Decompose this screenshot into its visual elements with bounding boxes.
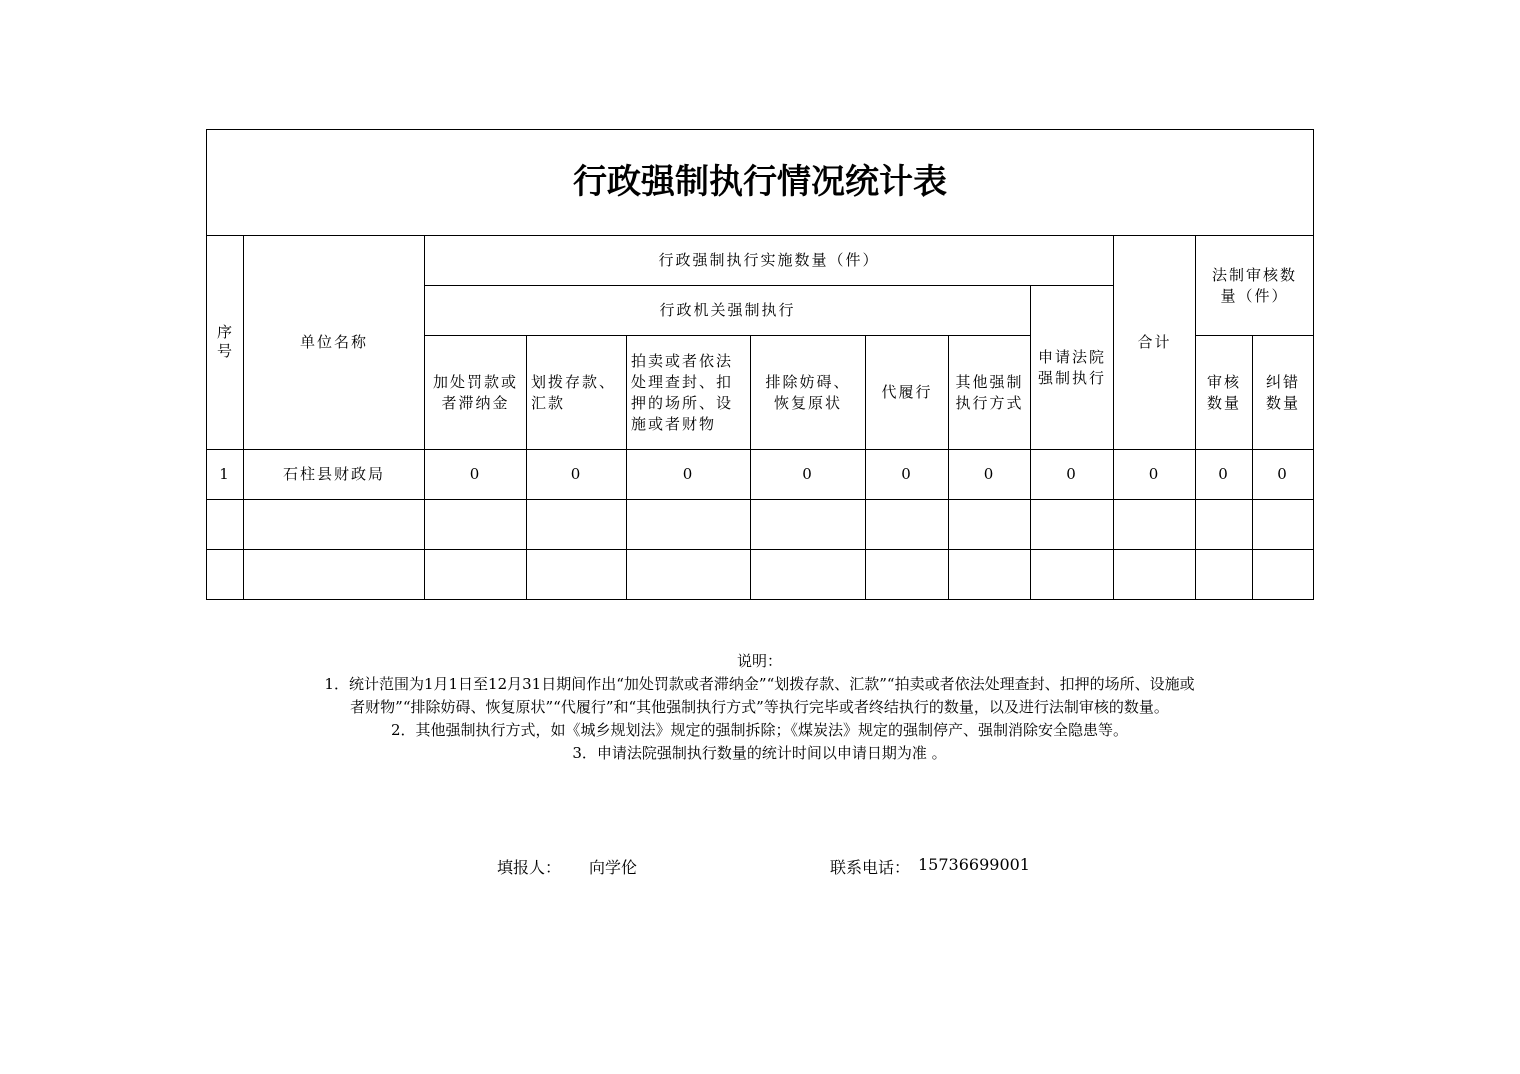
header-penalty: 加处罚款或者滞纳金 — [425, 336, 527, 450]
header-unit-name: 单位名称 — [244, 236, 425, 450]
cell-other: 0 — [949, 450, 1031, 500]
table-row — [207, 450, 1314, 500]
table-row-empty — [207, 550, 1314, 600]
header-transfer: 划拨存款、汇款 — [527, 336, 627, 450]
header-substitute: 代履行 — [866, 336, 949, 450]
cell-error-count: 0 — [1253, 450, 1314, 500]
header-other: 其他强制执行方式 — [949, 336, 1031, 450]
header-impl-count: 行政强制执行实施数量（件） — [425, 236, 1114, 286]
header-auction: 拍卖或者依法处理查封、扣押的场所、设施或者财物 — [627, 336, 751, 450]
phone-label: 联系电话： — [830, 858, 911, 877]
filler-label: 填报人： — [497, 858, 562, 877]
cell-court-exec: 0 — [1031, 450, 1114, 500]
cell-unit-name: 石柱县财政局 — [244, 450, 425, 500]
header-error-count: 纠错数量 — [1253, 336, 1314, 450]
notes-line-2: 2．其他强制执行方式，如《城乡规划法》规定的强制拆除；《煤炭法》规定的强制停产、强制消除安全隐患等。 — [390, 721, 1129, 739]
cell-seq: 1 — [207, 450, 244, 500]
cell-remove: 0 — [751, 450, 866, 500]
header-legal-review: 法制审核数量（件） — [1196, 236, 1314, 336]
header-total: 合计 — [1114, 236, 1196, 450]
notes-line-3: 3．申请法院强制执行数量的统计时间以申请日期为准 。 — [572, 744, 947, 762]
cell-review-count: 0 — [1196, 450, 1253, 500]
filler-name: 向学伦 — [589, 858, 638, 877]
cell-penalty: 0 — [425, 450, 527, 500]
notes-line-1: 1．统计范围为1月1日至12月31日期间作出“加处罚款或者滞纳金”“划拨存款、汇款”“拍卖或者依法处理查封、扣押的场所、设施或 — [324, 675, 1195, 693]
cell-total: 0 — [1114, 450, 1196, 500]
table-title: 行政强制执行情况统计表 — [207, 130, 1314, 236]
cell-substitute: 0 — [866, 450, 949, 500]
cell-transfer: 0 — [527, 450, 627, 500]
phone-number: 15736699001 — [918, 855, 1030, 874]
notes-section — [206, 650, 1313, 765]
header-admin-exec: 行政机关强制执行 — [425, 286, 1031, 336]
table-row-empty — [207, 500, 1314, 550]
header-review-count: 审核数量 — [1196, 336, 1253, 450]
notes-heading: 说明： — [736, 652, 782, 670]
notes-line-1b: 者财物”“排除妨碍、恢复原状”“代履行”和“其他强制执行方式”等执行完毕或者终结执行的数量，以及进行法制审核的数量。 — [350, 698, 1169, 716]
statistics-table — [206, 129, 1314, 600]
header-remove: 排除妨碍、恢复原状 — [751, 336, 866, 450]
header-seq: 序号 — [207, 236, 244, 450]
header-court-exec: 申请法院强制执行 — [1031, 286, 1114, 450]
cell-auction: 0 — [627, 450, 751, 500]
